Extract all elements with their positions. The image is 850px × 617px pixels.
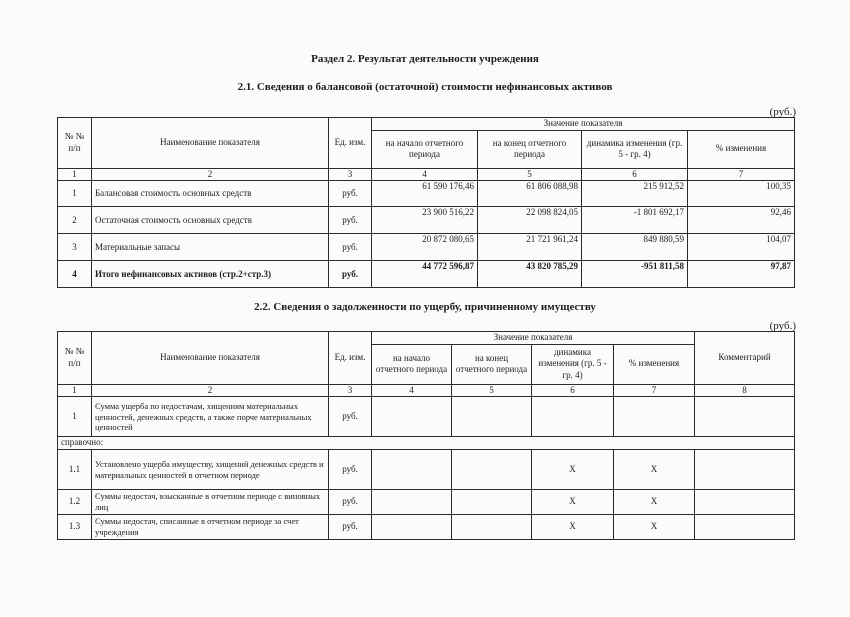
table1-title: 2.1. Сведения о балансовой (остаточной) стоимости нефинансовых активов [237,81,613,93]
col-number: 5 [478,168,582,181]
table-row [58,397,795,437]
header-value-group: Значение показателя [372,118,795,131]
table-row [58,515,795,540]
row-unit: руб. [329,515,372,540]
row-percent: 92,46 [688,207,795,234]
row-dynamics: X [532,490,614,515]
row-name: Итого нефинансовых активов (стр.2+стр.3) [92,261,329,288]
nonfinancial-assets-table [57,117,795,288]
row-end [452,515,532,540]
row-num: 4 [58,261,92,288]
row-percent: X [614,450,695,490]
row-num: 3 [58,234,92,261]
row-comment [695,397,795,437]
table1-unit-note: (руб.) [769,106,796,118]
row-end: 22 098 824,05 [478,207,582,234]
row-percent [614,397,695,437]
row-name: Установлено ущерба имуществу, хищений денежных средств и материальных ценностей в отчетном периоде [92,450,329,490]
col-number: 6 [582,168,688,181]
col-number: 4 [372,384,452,397]
row-name: Балансовая стоимость основных средств [92,181,329,207]
col-number: 2 [92,168,329,181]
row-end: 21 721 961,24 [478,234,582,261]
row-start: 44 772 596,87 [372,261,478,288]
row-start [372,450,452,490]
col-number: 3 [329,168,372,181]
row-percent: 104,07 [688,234,795,261]
row-start [372,515,452,540]
header-value-group: Значение показателя [372,332,695,345]
row-percent: X [614,490,695,515]
table-row-total [58,261,795,288]
col-number: 6 [532,384,614,397]
row-name: Суммы недостач, взысканные в отчетном периоде с виновных лиц [92,490,329,515]
row-unit: руб. [329,181,372,207]
row-num: 2 [58,207,92,234]
section-title: Раздел 2. Результат деятельности учреждения [311,53,539,65]
header-comment: Комментарий [695,332,795,385]
row-name: Материальные запасы [92,234,329,261]
row-percent: 97,87 [688,261,795,288]
header-start: на начало отчетного периода [372,130,478,168]
table-row [58,207,795,234]
row-name: Суммы недостач, списанные в отчетном периоде за счет учреждения [92,515,329,540]
row-unit: руб. [329,490,372,515]
header-percent: % изменения [614,344,695,384]
table-row [58,181,795,207]
row-end: 43 820 785,29 [478,261,582,288]
table-row [58,450,795,490]
table2-title: 2.2. Сведения о задолженности по ущербу, причиненному имуществу [254,301,596,313]
damage-debt-table [57,331,795,540]
col-number: 3 [329,384,372,397]
row-num: 1 [58,181,92,207]
header-end: на конец отчетного периода [478,130,582,168]
row-comment [695,515,795,540]
header-num: № № п/п [58,118,92,169]
header-dynamics: динамика изменения (гр. 5 - гр. 4) [532,344,614,384]
row-dynamics [532,397,614,437]
header-unit: Ед. изм. [329,332,372,385]
col-number: 8 [695,384,795,397]
row-dynamics: 215 912,52 [582,181,688,207]
row-unit: руб. [329,450,372,490]
row-unit: руб. [329,207,372,234]
header-start: на начало отчетного периода [372,344,452,384]
row-dynamics: X [532,515,614,540]
row-start: 20 872 080,65 [372,234,478,261]
header-percent: % изменения [688,130,795,168]
row-num: 1.2 [58,490,92,515]
row-comment [695,490,795,515]
header-name: Наименование показателя [92,118,329,169]
row-name: Остаточная стоимость основных средств [92,207,329,234]
header-unit: Ед. изм. [329,118,372,169]
col-number: 7 [614,384,695,397]
row-num: 1 [58,397,92,437]
row-num: 1.3 [58,515,92,540]
table-row [58,234,795,261]
row-start: 23 900 516,22 [372,207,478,234]
row-name: Сумма ущерба по недостачам, хищениям материальных ценностей, денежных средств, а также порче материальных ценностей [92,397,329,437]
row-percent: X [614,515,695,540]
header-name: Наименование показателя [92,332,329,385]
col-number: 4 [372,168,478,181]
header-num: № № п/п [58,332,92,385]
row-unit: руб. [329,234,372,261]
row-start [372,490,452,515]
row-end [452,397,532,437]
table-row [58,490,795,515]
col-number: 7 [688,168,795,181]
row-end [452,490,532,515]
col-number: 2 [92,384,329,397]
row-end [452,450,532,490]
row-comment [695,450,795,490]
row-end: 61 806 088,98 [478,181,582,207]
row-start [372,397,452,437]
col-number: 1 [58,384,92,397]
reference-label: справочно: [58,437,795,450]
table2-unit-note: (руб.) [769,320,796,332]
row-dynamics: 849 880,59 [582,234,688,261]
row-start: 61 590 176,46 [372,181,478,207]
col-number: 5 [452,384,532,397]
header-end: на конец отчетного периода [452,344,532,384]
row-percent: 100,35 [688,181,795,207]
row-unit: руб. [329,261,372,288]
row-unit: руб. [329,397,372,437]
row-num: 1.1 [58,450,92,490]
row-dynamics: -951 811,58 [582,261,688,288]
row-dynamics: X [532,450,614,490]
header-dynamics: динамика изменения (гр. 5 - гр. 4) [582,130,688,168]
col-number: 1 [58,168,92,181]
row-dynamics: -1 801 692,17 [582,207,688,234]
